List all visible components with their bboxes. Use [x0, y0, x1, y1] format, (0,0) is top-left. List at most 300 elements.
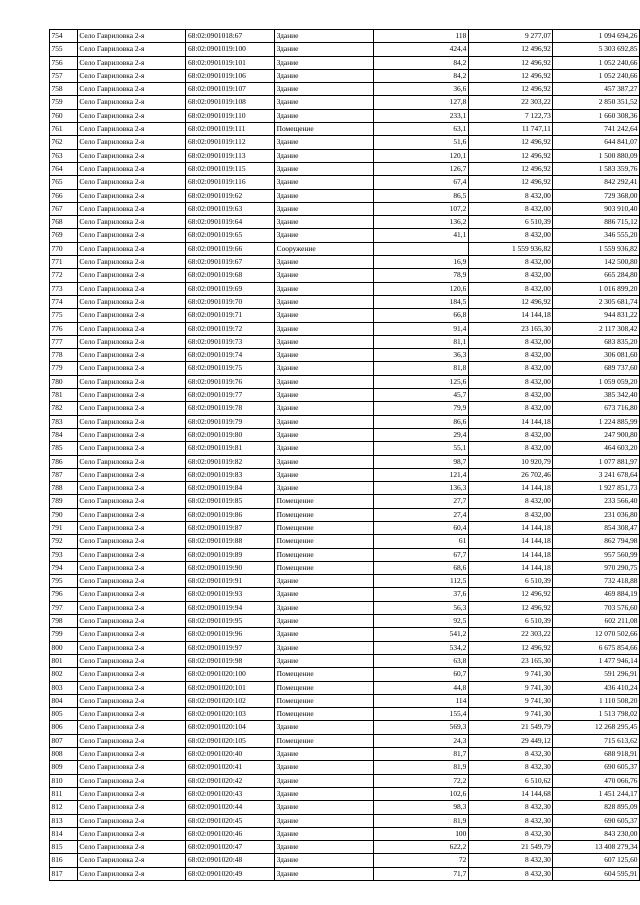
cell-row-number: 801 [50, 654, 78, 667]
table-row [50, 96, 640, 109]
cell-settlement: Село Гавриловка 2-я [77, 229, 186, 242]
cell-cadastral-number: 68:02:0901019:87 [186, 521, 275, 534]
cell-cadastral-value: 741 242,64 [553, 123, 640, 136]
cell-object-type: Здание [275, 149, 373, 162]
cell-settlement: Село Гавриловка 2-я [77, 654, 186, 667]
cell-object-type: Здание [275, 56, 373, 69]
table-row [50, 242, 640, 255]
cell-cadastral-value: 732 418,88 [553, 575, 640, 588]
table-row [50, 508, 640, 521]
cell-settlement: Село Гавриловка 2-я [77, 495, 186, 508]
cell-cadastral-number: 68:02:0901020:44 [186, 801, 275, 814]
cell-cadastral-value: 689 737,60 [553, 362, 640, 375]
table-row [50, 136, 640, 149]
cell-settlement: Село Гавриловка 2-я [77, 335, 186, 348]
cell-row-number: 786 [50, 455, 78, 468]
cell-settlement: Село Гавриловка 2-я [77, 176, 186, 189]
cell-object-type: Помещение [275, 681, 373, 694]
table-row [50, 415, 640, 428]
cell-area: 37,6 [373, 588, 468, 601]
cell-settlement: Село Гавриловка 2-я [77, 389, 186, 402]
cell-object-type: Здание [275, 202, 373, 215]
cell-cadastral-number: 68:02:0901019:96 [186, 628, 275, 641]
cell-settlement: Село Гавриловка 2-я [77, 69, 186, 82]
cell-specific-value: 6 510,62 [468, 774, 553, 787]
cell-row-number: 787 [50, 468, 78, 481]
cell-cadastral-number: 68:02:0901019:62 [186, 189, 275, 202]
cell-area: 126,7 [373, 162, 468, 175]
cell-row-number: 768 [50, 216, 78, 229]
cell-area: 63,8 [373, 654, 468, 667]
cell-specific-value: 9 741,30 [468, 681, 553, 694]
cell-row-number: 811 [50, 787, 78, 800]
cell-cadastral-number: 68:02:0901019:100 [186, 43, 275, 56]
cell-area: 56,3 [373, 601, 468, 614]
cell-cadastral-value: 436 410,24 [553, 681, 640, 694]
cell-object-type: Помещение [275, 548, 373, 561]
cell-area: 60,7 [373, 668, 468, 681]
cell-specific-value: 14 144,68 [468, 787, 553, 800]
table-row [50, 548, 640, 561]
cell-cadastral-number: 68:02:0901019:90 [186, 561, 275, 574]
cell-cadastral-value: 1 016 899,20 [553, 282, 640, 295]
cell-specific-value: 12 496,92 [468, 295, 553, 308]
cell-specific-value: 8 432,30 [468, 801, 553, 814]
cell-area: 81,9 [373, 814, 468, 827]
cell-specific-value: 8 432,30 [468, 814, 553, 827]
cell-cadastral-value: 1 077 881,97 [553, 455, 640, 468]
cell-specific-value: 12 496,92 [468, 136, 553, 149]
cell-cadastral-value: 12 070 502,66 [553, 628, 640, 641]
cell-cadastral-number: 68:02:0901020:49 [186, 867, 275, 880]
cell-specific-value: 8 432,00 [468, 282, 553, 295]
cell-object-type: Помещение [275, 123, 373, 136]
cell-area: 86,6 [373, 415, 468, 428]
cell-row-number: 781 [50, 389, 78, 402]
cell-specific-value: 6 510,39 [468, 615, 553, 628]
cell-cadastral-number: 68:02:0901020:41 [186, 761, 275, 774]
cell-cadastral-value: 1 513 798,02 [553, 708, 640, 721]
table-row [50, 761, 640, 774]
cell-row-number: 809 [50, 761, 78, 774]
cell-settlement: Село Гавриловка 2-я [77, 482, 186, 495]
cell-cadastral-number: 68:02:0901020:43 [186, 787, 275, 800]
cell-specific-value: 11 747,11 [468, 123, 553, 136]
cell-object-type: Здание [275, 83, 373, 96]
cell-object-type: Здание [275, 654, 373, 667]
cell-row-number: 805 [50, 708, 78, 721]
cell-cadastral-number: 68:02:0901020:103 [186, 708, 275, 721]
cell-row-number: 815 [50, 841, 78, 854]
cell-cadastral-number: 68:02:0901020:48 [186, 854, 275, 867]
cell-area: 41,1 [373, 229, 468, 242]
table-row [50, 402, 640, 415]
cell-settlement: Село Гавриловка 2-я [77, 468, 186, 481]
cell-specific-value: 12 496,92 [468, 162, 553, 175]
cell-cadastral-value: 1 451 244,17 [553, 787, 640, 800]
cell-cadastral-value: 854 308,47 [553, 521, 640, 534]
cell-settlement: Село Гавриловка 2-я [77, 508, 186, 521]
cell-specific-value: 8 432,00 [468, 442, 553, 455]
cell-specific-value: 8 432,00 [468, 375, 553, 388]
cell-object-type: Помещение [275, 521, 373, 534]
cell-area: 184,5 [373, 295, 468, 308]
cell-settlement: Село Гавриловка 2-я [77, 136, 186, 149]
cell-cadastral-number: 68:02:0901019:95 [186, 615, 275, 628]
cell-object-type: Здание [275, 787, 373, 800]
cell-object-type: Здание [275, 442, 373, 455]
cell-object-type: Здание [275, 482, 373, 495]
cell-specific-value: 14 144,18 [468, 415, 553, 428]
cell-area: 71,7 [373, 867, 468, 880]
cell-area: 98,3 [373, 801, 468, 814]
cell-cadastral-value: 970 290,75 [553, 561, 640, 574]
cell-cadastral-number: 68:02:0901019:72 [186, 322, 275, 335]
cell-cadastral-number: 68:02:0901019:110 [186, 109, 275, 122]
table-row [50, 375, 640, 388]
cell-area: 81,7 [373, 748, 468, 761]
cell-cadastral-number: 68:02:0901020:105 [186, 734, 275, 747]
cell-specific-value: 8 432,30 [468, 761, 553, 774]
cell-specific-value: 12 496,92 [468, 83, 553, 96]
cell-cadastral-value: 233 566,40 [553, 495, 640, 508]
cell-cadastral-value: 142 500,80 [553, 256, 640, 269]
cell-object-type: Здание [275, 269, 373, 282]
cell-settlement: Село Гавриловка 2-я [77, 83, 186, 96]
cell-settlement: Село Гавриловка 2-я [77, 748, 186, 761]
cell-specific-value: 8 432,00 [468, 202, 553, 215]
cell-settlement: Село Гавриловка 2-я [77, 521, 186, 534]
cell-area: 16,9 [373, 256, 468, 269]
cell-cadastral-value: 1 224 885,99 [553, 415, 640, 428]
cell-cadastral-number: 68:02:0901019:74 [186, 349, 275, 362]
cell-specific-value: 23 165,30 [468, 654, 553, 667]
cell-settlement: Село Гавриловка 2-я [77, 256, 186, 269]
cell-cadastral-number: 68:02:0901019:85 [186, 495, 275, 508]
cell-specific-value: 9 741,30 [468, 668, 553, 681]
cell-area: 84,2 [373, 56, 468, 69]
cell-cadastral-value: 683 835,20 [553, 335, 640, 348]
cell-area: 67,4 [373, 176, 468, 189]
cell-object-type: Здание [275, 854, 373, 867]
cell-cadastral-number: 68:02:0901019:73 [186, 335, 275, 348]
cell-cadastral-value: 715 613,62 [553, 734, 640, 747]
cell-row-number: 804 [50, 694, 78, 707]
cell-settlement: Село Гавриловка 2-я [77, 681, 186, 694]
cell-area: 60,4 [373, 521, 468, 534]
table-row [50, 482, 640, 495]
cell-row-number: 773 [50, 282, 78, 295]
cell-cadastral-number: 68:02:0901019:86 [186, 508, 275, 521]
cell-row-number: 814 [50, 827, 78, 840]
cell-specific-value: 9 741,30 [468, 708, 553, 721]
cell-cadastral-value: 12 268 295,45 [553, 721, 640, 734]
cell-row-number: 791 [50, 521, 78, 534]
cell-specific-value: 8 432,00 [468, 495, 553, 508]
cell-area: 534,2 [373, 641, 468, 654]
table-row [50, 162, 640, 175]
cell-cadastral-value: 944 831,22 [553, 309, 640, 322]
table-row [50, 521, 640, 534]
cell-area [373, 242, 468, 255]
cell-cadastral-value: 470 066,76 [553, 774, 640, 787]
cell-settlement: Село Гавриловка 2-я [77, 575, 186, 588]
cell-specific-value: 8 432,30 [468, 854, 553, 867]
table-row [50, 668, 640, 681]
table-row [50, 30, 640, 43]
cell-row-number: 762 [50, 136, 78, 149]
cell-specific-value: 22 303,22 [468, 96, 553, 109]
cell-settlement: Село Гавриловка 2-я [77, 801, 186, 814]
cell-specific-value: 8 432,00 [468, 402, 553, 415]
cell-cadastral-number: 68:02:0901020:47 [186, 841, 275, 854]
cell-cadastral-value: 2 850 351,52 [553, 96, 640, 109]
cell-specific-value: 8 432,00 [468, 389, 553, 402]
cell-area: 27,4 [373, 508, 468, 521]
cell-cadastral-value: 457 387,27 [553, 83, 640, 96]
cell-cadastral-number: 68:02:0901019:93 [186, 588, 275, 601]
cell-settlement: Село Гавриловка 2-я [77, 708, 186, 721]
cell-cadastral-value: 903 910,40 [553, 202, 640, 215]
cell-area: 120,6 [373, 282, 468, 295]
cell-cadastral-number: 68:02:0901019:89 [186, 548, 275, 561]
cell-object-type: Здание [275, 30, 373, 43]
cell-cadastral-number: 68:02:0901019:115 [186, 162, 275, 175]
cell-row-number: 772 [50, 269, 78, 282]
cell-area: 233,1 [373, 109, 468, 122]
cell-settlement: Село Гавриловка 2-я [77, 96, 186, 109]
cell-specific-value: 12 496,92 [468, 641, 553, 654]
cell-cadastral-number: 68:02:0901019:111 [186, 123, 275, 136]
cell-specific-value: 14 144,18 [468, 521, 553, 534]
cell-cadastral-number: 68:02:0901020:100 [186, 668, 275, 681]
table-row [50, 575, 640, 588]
cell-cadastral-number: 68:02:0901019:108 [186, 96, 275, 109]
table-row [50, 867, 640, 880]
cell-object-type: Здание [275, 575, 373, 588]
cell-object-type: Здание [275, 628, 373, 641]
cell-area: 67,7 [373, 548, 468, 561]
cell-row-number: 816 [50, 854, 78, 867]
cell-cadastral-number: 68:02:0901019:68 [186, 269, 275, 282]
cell-object-type: Здание [275, 43, 373, 56]
cell-object-type: Здание [275, 721, 373, 734]
cell-area: 79,9 [373, 402, 468, 415]
cell-settlement: Село Гавриловка 2-я [77, 43, 186, 56]
cell-object-type: Здание [275, 375, 373, 388]
cell-settlement: Село Гавриловка 2-я [77, 761, 186, 774]
table-row [50, 681, 640, 694]
cell-settlement: Село Гавриловка 2-я [77, 362, 186, 375]
cell-specific-value: 8 432,00 [468, 189, 553, 202]
cell-row-number: 761 [50, 123, 78, 136]
table-row [50, 694, 640, 707]
cell-cadastral-number: 68:02:0901019:64 [186, 216, 275, 229]
table-row [50, 109, 640, 122]
table-row [50, 43, 640, 56]
cell-cadastral-number: 68:02:0901020:101 [186, 681, 275, 694]
cell-cadastral-number: 68:02:0901019:116 [186, 176, 275, 189]
cell-specific-value: 8 432,30 [468, 748, 553, 761]
cell-object-type: Здание [275, 641, 373, 654]
cell-settlement: Село Гавриловка 2-я [77, 349, 186, 362]
cell-area: 81,8 [373, 362, 468, 375]
cell-area: 72 [373, 854, 468, 867]
cell-specific-value: 6 510,39 [468, 575, 553, 588]
cell-object-type: Здание [275, 322, 373, 335]
cell-object-type: Здание [275, 827, 373, 840]
cell-specific-value: 14 144,18 [468, 482, 553, 495]
table-row [50, 841, 640, 854]
cell-specific-value: 26 702,46 [468, 468, 553, 481]
cell-settlement: Село Гавриловка 2-я [77, 56, 186, 69]
cell-row-number: 800 [50, 641, 78, 654]
cell-object-type: Здание [275, 295, 373, 308]
cell-object-type: Здание [275, 428, 373, 441]
cell-area: 114 [373, 694, 468, 707]
cell-area: 66,8 [373, 309, 468, 322]
cell-specific-value: 29 449,12 [468, 734, 553, 747]
table-row [50, 282, 640, 295]
cell-object-type: Здание [275, 867, 373, 880]
cell-object-type: Здание [275, 415, 373, 428]
cell-cadastral-value: 591 296,91 [553, 668, 640, 681]
cell-row-number: 758 [50, 83, 78, 96]
cell-row-number: 795 [50, 575, 78, 588]
cell-area: 118 [373, 30, 468, 43]
table-row [50, 535, 640, 548]
cell-area: 98,7 [373, 455, 468, 468]
cell-row-number: 775 [50, 309, 78, 322]
cell-specific-value: 8 432,00 [468, 362, 553, 375]
cell-cadastral-number: 68:02:0901020:40 [186, 748, 275, 761]
cell-cadastral-value: 1 059 059,20 [553, 375, 640, 388]
cell-specific-value: 7 122,73 [468, 109, 553, 122]
cell-object-type: Сооружение [275, 242, 373, 255]
cell-cadastral-value: 1 110 508,20 [553, 694, 640, 707]
cell-row-number: 803 [50, 681, 78, 694]
table-row [50, 189, 640, 202]
cell-row-number: 808 [50, 748, 78, 761]
cell-settlement: Село Гавриловка 2-я [77, 455, 186, 468]
cell-cadastral-value: 843 230,00 [553, 827, 640, 840]
table-row [50, 628, 640, 641]
cell-row-number: 771 [50, 256, 78, 269]
cell-object-type: Здание [275, 748, 373, 761]
cell-object-type: Помещение [275, 694, 373, 707]
cell-cadastral-number: 68:02:0901019:75 [186, 362, 275, 375]
cell-area: 92,5 [373, 615, 468, 628]
cell-specific-value: 8 432,00 [468, 229, 553, 242]
cell-specific-value: 8 432,30 [468, 867, 553, 880]
cell-cadastral-value: 5 303 692,85 [553, 43, 640, 56]
cell-specific-value: 21 549,79 [468, 841, 553, 854]
cell-specific-value: 8 432,00 [468, 335, 553, 348]
cell-object-type: Здание [275, 162, 373, 175]
cell-cadastral-value: 1 094 694,26 [553, 30, 640, 43]
cell-cadastral-value: 957 560,99 [553, 548, 640, 561]
cell-cadastral-value: 729 368,00 [553, 189, 640, 202]
table-row [50, 309, 640, 322]
cell-row-number: 778 [50, 349, 78, 362]
cell-cadastral-value: 247 900,80 [553, 428, 640, 441]
cell-settlement: Село Гавриловка 2-я [77, 601, 186, 614]
cell-area: 27,7 [373, 495, 468, 508]
cell-cadastral-value: 703 576,60 [553, 601, 640, 614]
cell-area: 136,3 [373, 482, 468, 495]
cell-area: 86,5 [373, 189, 468, 202]
table-row [50, 229, 640, 242]
table-row [50, 854, 640, 867]
cell-cadastral-number: 68:02:0901019:88 [186, 535, 275, 548]
cell-cadastral-value: 673 716,80 [553, 402, 640, 415]
cell-object-type: Здание [275, 216, 373, 229]
cell-object-type: Помещение [275, 708, 373, 721]
cell-cadastral-value: 346 555,20 [553, 229, 640, 242]
cell-specific-value: 12 496,92 [468, 601, 553, 614]
cell-cadastral-number: 68:02:0901019:77 [186, 389, 275, 402]
cell-row-number: 798 [50, 615, 78, 628]
cell-cadastral-value: 886 715,12 [553, 216, 640, 229]
cell-object-type: Помещение [275, 561, 373, 574]
cell-object-type: Здание [275, 455, 373, 468]
cell-row-number: 757 [50, 69, 78, 82]
cell-row-number: 759 [50, 96, 78, 109]
cell-object-type: Здание [275, 362, 373, 375]
cell-row-number: 760 [50, 109, 78, 122]
cell-row-number: 766 [50, 189, 78, 202]
cell-cadastral-number: 68:02:0901020:42 [186, 774, 275, 787]
cell-cadastral-value: 1 477 946,14 [553, 654, 640, 667]
cell-settlement: Село Гавриловка 2-я [77, 721, 186, 734]
cell-settlement: Село Гавриловка 2-я [77, 668, 186, 681]
table-row [50, 202, 640, 215]
cell-specific-value: 22 303,22 [468, 628, 553, 641]
cell-object-type: Здание [275, 814, 373, 827]
cell-settlement: Село Гавриловка 2-я [77, 162, 186, 175]
cell-settlement: Село Гавриловка 2-я [77, 442, 186, 455]
cell-area: 102,6 [373, 787, 468, 800]
cell-object-type: Здание [275, 109, 373, 122]
cell-specific-value: 9 741,30 [468, 694, 553, 707]
cell-object-type: Здание [275, 601, 373, 614]
cell-specific-value: 12 496,92 [468, 176, 553, 189]
cell-row-number: 780 [50, 375, 78, 388]
table-row [50, 442, 640, 455]
cell-cadastral-number: 68:02:0901019:94 [186, 601, 275, 614]
cell-specific-value: 12 496,92 [468, 69, 553, 82]
table-row [50, 349, 640, 362]
cell-cadastral-value: 607 125,60 [553, 854, 640, 867]
cell-cadastral-value: 842 292,41 [553, 176, 640, 189]
cell-object-type: Здание [275, 189, 373, 202]
cell-area: 78,9 [373, 269, 468, 282]
cell-area: 44,8 [373, 681, 468, 694]
cell-area: 45,7 [373, 389, 468, 402]
table-row [50, 588, 640, 601]
cell-cadastral-number: 68:02:0901019:82 [186, 455, 275, 468]
table-row [50, 734, 640, 747]
cell-area: 63,1 [373, 123, 468, 136]
table-row [50, 389, 640, 402]
cell-cadastral-number: 68:02:0901019:78 [186, 402, 275, 415]
table-row [50, 787, 640, 800]
cell-cadastral-number: 68:02:0901019:70 [186, 295, 275, 308]
cell-row-number: 789 [50, 495, 78, 508]
cell-object-type: Здание [275, 468, 373, 481]
cell-settlement: Село Гавриловка 2-я [77, 628, 186, 641]
cell-object-type: Здание [275, 774, 373, 787]
